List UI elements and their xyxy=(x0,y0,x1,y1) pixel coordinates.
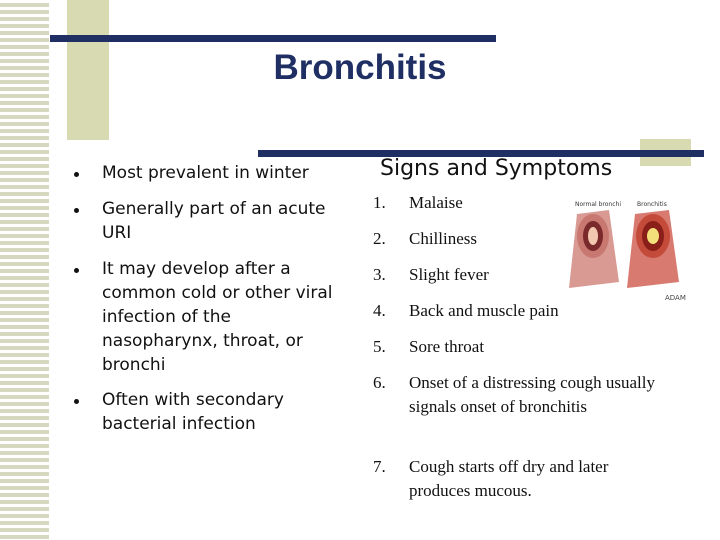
item-text: Cough starts off dry and later produces mucous. xyxy=(409,457,609,500)
item-number: 7. xyxy=(373,457,386,476)
item-number: 2. xyxy=(373,229,386,248)
bronchi-illustration xyxy=(565,196,685,292)
decorative-stripes xyxy=(0,0,50,540)
bullet-dot xyxy=(74,399,79,404)
decorative-block xyxy=(67,0,109,140)
list-item: Generally part of an acute URI xyxy=(102,199,326,243)
illustration-label-normal: Normal bronchi xyxy=(575,201,622,208)
bullet-dot xyxy=(74,172,79,177)
bullet-dot xyxy=(74,208,79,213)
list-item: Often with secondary bacterial infection xyxy=(102,390,284,434)
item-number: 5. xyxy=(373,337,386,356)
bullet-dot xyxy=(74,268,79,273)
section-heading: Signs and Symptoms xyxy=(380,156,613,181)
list-item: It may develop after a common cold or other viral infection of the nasopharynx, throat, or bronchi xyxy=(102,259,333,375)
item-number: 4. xyxy=(373,301,386,320)
item-text: Malaise xyxy=(409,193,463,212)
title-rule xyxy=(50,35,496,42)
item-text: Slight fever xyxy=(409,265,489,284)
illustration-label-bronchitis: Bronchitis xyxy=(637,201,667,208)
item-text: Sore throat xyxy=(409,337,485,356)
item-text: Back and muscle pain xyxy=(409,301,559,320)
item-number: 3. xyxy=(373,265,386,284)
list-item: Most prevalent in winter xyxy=(102,163,309,183)
item-text: Onset of a distressing cough usually signals onset of bronchitis xyxy=(409,373,655,416)
item-number: 6. xyxy=(373,373,386,392)
slide-title: Bronchitis xyxy=(273,48,447,87)
item-text: Chilliness xyxy=(409,229,478,248)
item-number: 1. xyxy=(373,193,386,212)
image-credit: ADAM xyxy=(665,294,686,302)
